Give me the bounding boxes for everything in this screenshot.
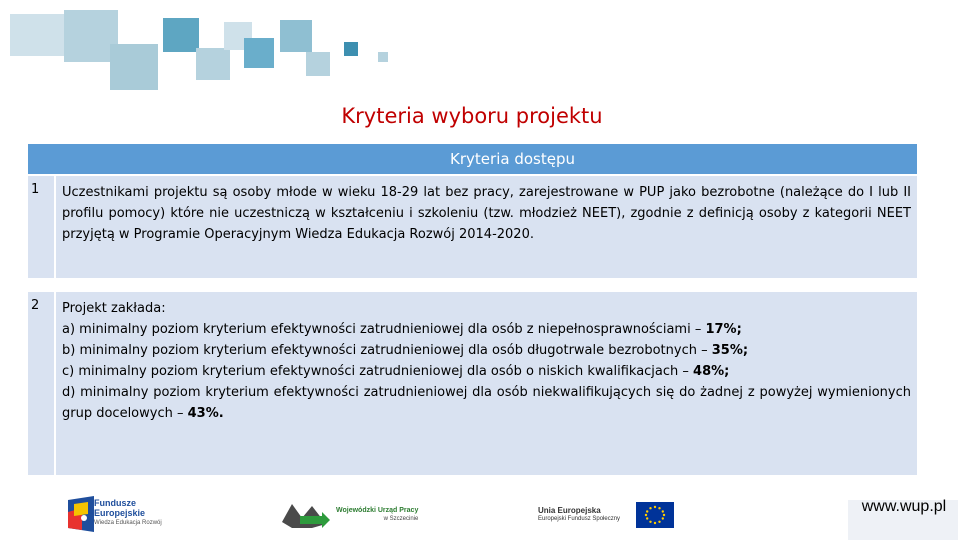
fe-emblem-icon — [64, 494, 98, 534]
criterion-item: c) minimalny poziom kryterium efektywności zatrudnieniowej dla osób o niskich kwalifikacjach – 48%; — [62, 364, 730, 379]
website-link[interactable]: www.wup.pl — [861, 498, 947, 515]
row-intro: Projekt zakłada: — [62, 301, 166, 316]
row-number: 1 — [31, 182, 40, 197]
wup-emblem-icon — [282, 500, 330, 530]
row-number-cell — [28, 176, 56, 278]
criterion-value: 17%; — [705, 322, 742, 337]
criterion-value: 43%. — [187, 406, 224, 421]
row-number-cell — [28, 292, 56, 475]
fundusze-europejskie-logo: Fundusze Europejskie Wiedza Edukacja Rozwój — [60, 494, 180, 534]
criterion-item: d) minimalny poziom kryterium efektywności zatrudnieniowej dla osób niekwalifikujących się do żadnej z powyżej wymienionych grup docelowych – 43%. — [62, 385, 911, 421]
row-text: Uczestnikami projektu są osoby młode w wieku 18-29 lat bez pracy, zarejestrowane w PUP jako bezrobotne (należące do I lub II profilu pomocy) które nie uczestniczą w kształceniu i szkoleniu (tzw. młodzież NEET), zgodnie z definicją osoby z kategorii NEET przyjętą w Programie Operacyjnym Wiedza Edukacja Rozwój 2014-2020. — [62, 185, 911, 242]
row-number: 2 — [31, 298, 40, 313]
criterion-item: a) minimalny poziom kryterium efektywności zatrudnieniowej dla osób z niepełnosprawnościami – 17%; — [62, 322, 742, 337]
unia-europejska-logo: Unia Europejska Europejski Fundusz Społeczny — [538, 500, 678, 530]
table-header: Kryteria dostępu — [28, 144, 917, 174]
row-text — [62, 298, 911, 424]
page-title: Kryteria wyboru projektu — [341, 104, 603, 128]
wup-logo: Wojewódzki Urząd Pracy w Szczecinie — [282, 500, 432, 530]
table-row — [28, 176, 917, 278]
eu-flag-icon — [636, 502, 674, 528]
criterion-value: 35%; — [711, 343, 749, 358]
criterion-item: b) minimalny poziom kryterium efektywności zatrudnieniowej dla osób długotrwale bezrobotnych – 35%; — [62, 343, 749, 358]
criterion-value: 48%; — [693, 364, 730, 379]
table-row — [28, 292, 917, 475]
